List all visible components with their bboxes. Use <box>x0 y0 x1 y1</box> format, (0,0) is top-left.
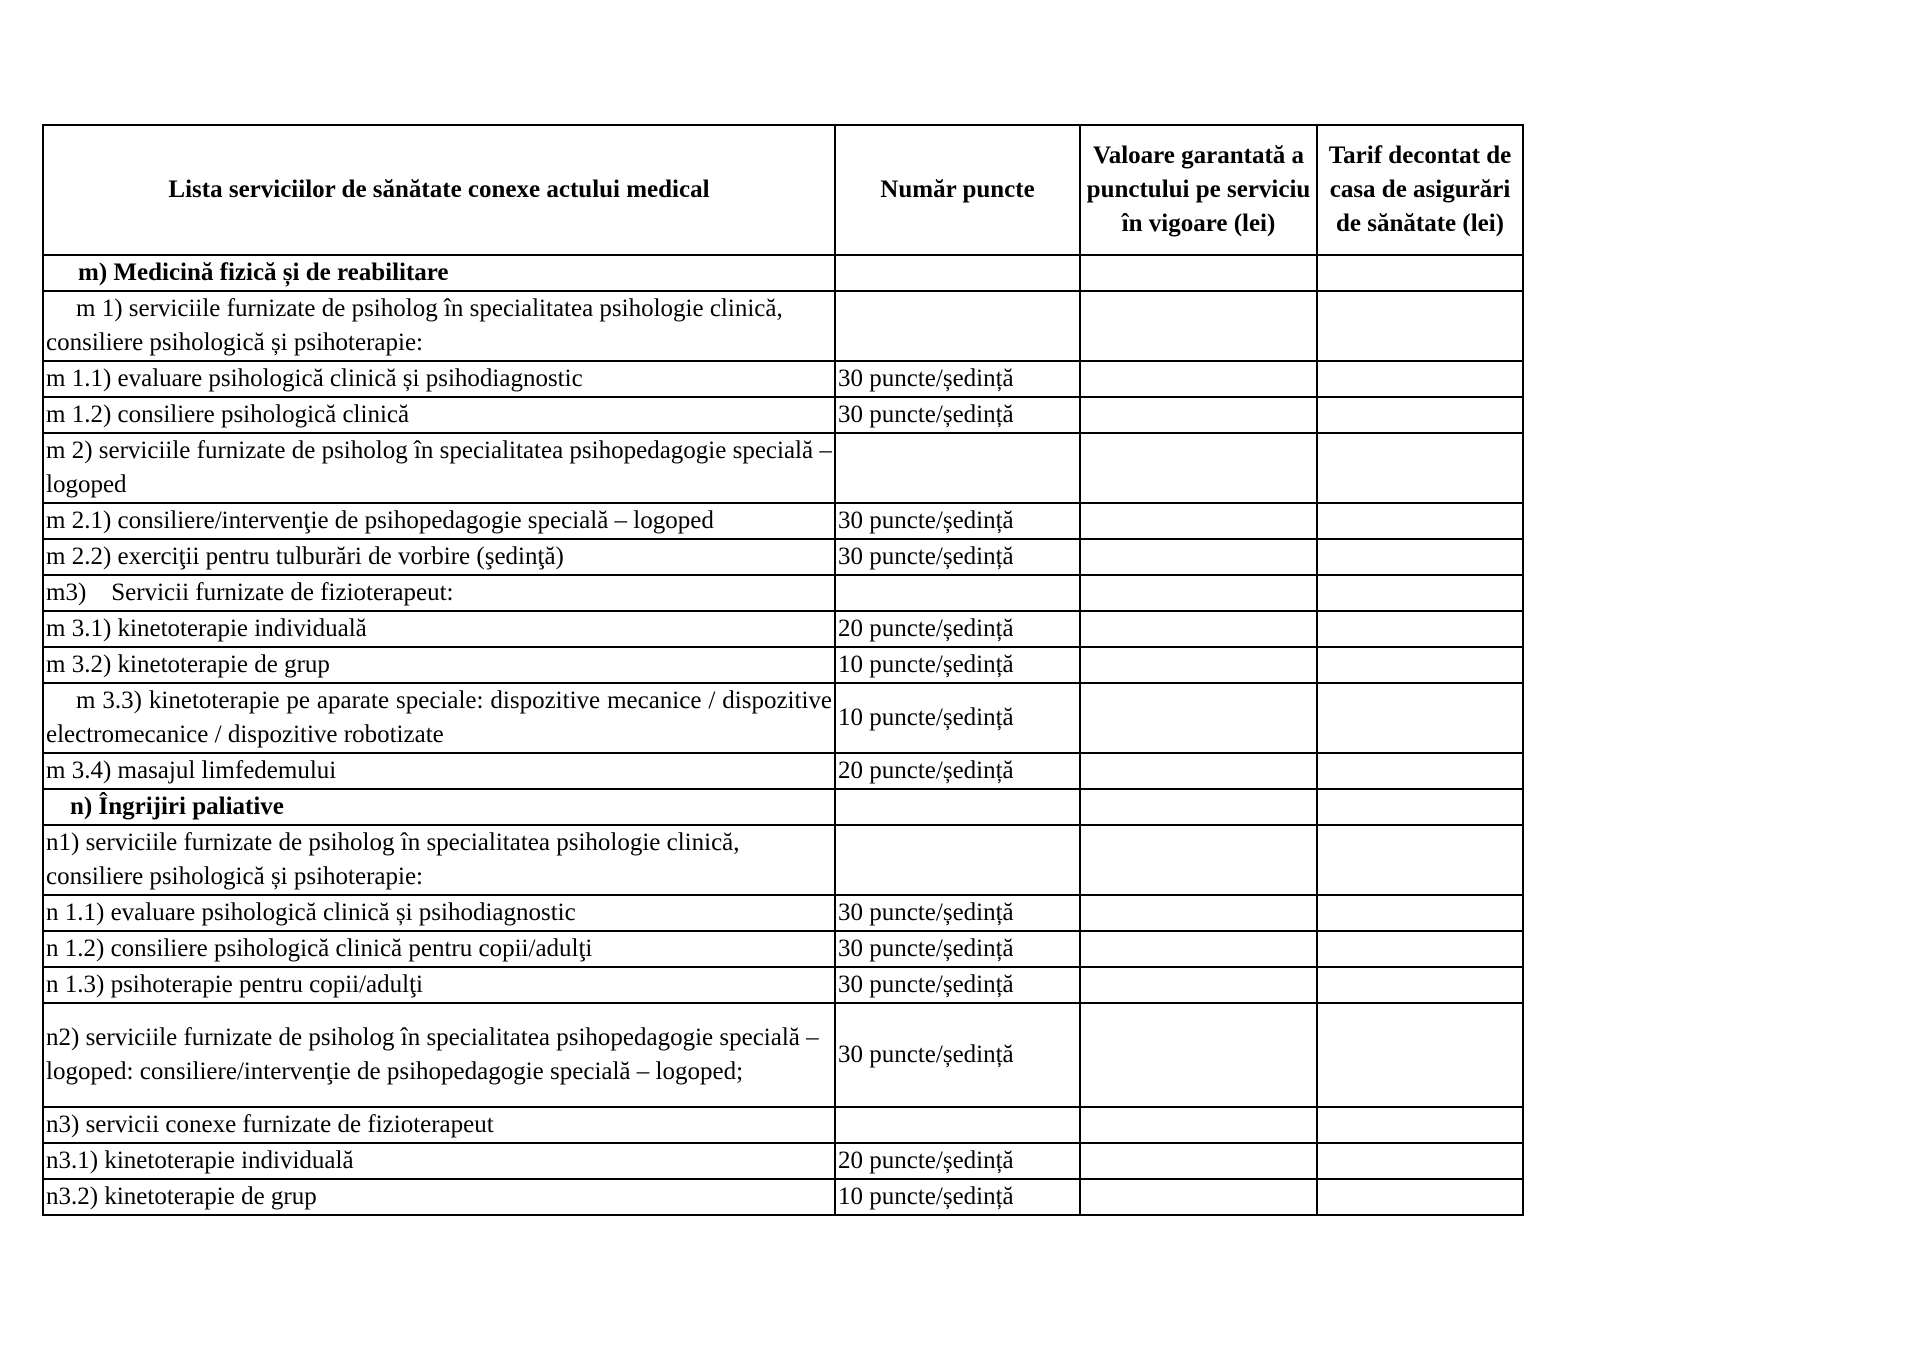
table-row <box>43 291 1523 361</box>
services-table <box>42 124 1524 1216</box>
table-row <box>43 539 1523 575</box>
row-description: m 2.1) consiliere/intervenţie de psihopedagogie specială – logoped <box>43 503 835 539</box>
row-points: 20 puncte/ședință <box>835 753 1080 789</box>
row-tariff <box>1317 1143 1523 1179</box>
row-tariff <box>1317 753 1523 789</box>
row-tariff <box>1317 825 1523 895</box>
table-header-row <box>43 125 1523 255</box>
row-description: n2) serviciile furnizate de psiholog în specialitatea psihopedagogie specială – logoped: consiliere/intervenţie de psihopedagogie specială – logoped; <box>43 1003 835 1107</box>
row-point-value <box>1080 611 1317 647</box>
row-points: 30 puncte/ședință <box>835 895 1080 931</box>
table-row <box>43 1003 1523 1107</box>
row-point-value <box>1080 1107 1317 1143</box>
row-points <box>835 575 1080 611</box>
row-tariff <box>1317 683 1523 753</box>
row-tariff <box>1317 291 1523 361</box>
row-points: 20 puncte/ședință <box>835 1143 1080 1179</box>
row-description: m 3.4) masajul limfedemului <box>43 753 835 789</box>
row-tariff <box>1317 539 1523 575</box>
header-services-list: Lista serviciilor de sănătate conexe actului medical <box>43 125 835 255</box>
header-point-value: Valoare garantată a punctului pe serviciu în vigoare (lei) <box>1080 125 1317 255</box>
row-points: 30 puncte/ședință <box>835 1003 1080 1107</box>
row-point-value <box>1080 967 1317 1003</box>
row-tariff <box>1317 575 1523 611</box>
row-point-value <box>1080 539 1317 575</box>
row-description: m) Medicină fizică și de reabilitare <box>43 255 835 291</box>
table-row <box>43 895 1523 931</box>
row-point-value <box>1080 433 1317 503</box>
row-points: 30 puncte/ședință <box>835 539 1080 575</box>
row-description: n 1.3) psihoterapie pentru copii/adulţi <box>43 967 835 1003</box>
row-description: m 3.3) kinetoterapie pe aparate speciale: dispozitive mecanice / dispozitive electromecanice / dispozitive robotizate <box>43 683 835 753</box>
row-description: m 1.1) evaluare psihologică clinică și psihodiagnostic <box>43 361 835 397</box>
row-points: 10 puncte/ședință <box>835 683 1080 753</box>
row-points: 30 puncte/ședință <box>835 397 1080 433</box>
row-point-value <box>1080 361 1317 397</box>
row-description: m 2) serviciile furnizate de psiholog în specialitatea psihopedagogie specială – logoped <box>43 433 835 503</box>
table-row <box>43 647 1523 683</box>
row-point-value <box>1080 503 1317 539</box>
table-row <box>43 1143 1523 1179</box>
table-row <box>43 931 1523 967</box>
row-point-value <box>1080 291 1317 361</box>
row-points <box>835 433 1080 503</box>
row-tariff <box>1317 895 1523 931</box>
row-description: n 1.2) consiliere psihologică clinică pentru copii/adulţi <box>43 931 835 967</box>
table-row <box>43 611 1523 647</box>
row-tariff <box>1317 1179 1523 1215</box>
row-description: m 1) serviciile furnizate de psiholog în specialitatea psihologie clinică, consiliere psihologică și psihoterapie: <box>43 291 835 361</box>
table-row <box>43 967 1523 1003</box>
row-point-value <box>1080 647 1317 683</box>
table-row <box>43 753 1523 789</box>
row-tariff <box>1317 1107 1523 1143</box>
row-point-value <box>1080 789 1317 825</box>
row-tariff <box>1317 255 1523 291</box>
row-description: m 3.2) kinetoterapie de grup <box>43 647 835 683</box>
table-row <box>43 825 1523 895</box>
row-points: 30 puncte/ședință <box>835 361 1080 397</box>
row-description: n 1.1) evaluare psihologică clinică și psihodiagnostic <box>43 895 835 931</box>
row-description: m 2.2) exerciţii pentru tulburări de vorbire (şedinţă) <box>43 539 835 575</box>
table-row <box>43 683 1523 753</box>
row-points <box>835 1107 1080 1143</box>
row-point-value <box>1080 1179 1317 1215</box>
row-tariff <box>1317 647 1523 683</box>
header-tariff: Tarif decontat de casa de asigurări de sănătate (lei) <box>1317 125 1523 255</box>
table-row <box>43 575 1523 611</box>
row-description: n) Îngrijiri paliative <box>43 789 835 825</box>
table-row <box>43 433 1523 503</box>
row-points <box>835 789 1080 825</box>
table-row <box>43 1107 1523 1143</box>
row-points <box>835 825 1080 895</box>
row-description: n3.2) kinetoterapie de grup <box>43 1179 835 1215</box>
row-points: 10 puncte/ședință <box>835 647 1080 683</box>
row-points <box>835 255 1080 291</box>
row-tariff <box>1317 931 1523 967</box>
row-tariff <box>1317 397 1523 433</box>
row-description: m 3.1) kinetoterapie individuală <box>43 611 835 647</box>
table-row <box>43 361 1523 397</box>
row-point-value <box>1080 1143 1317 1179</box>
row-point-value <box>1080 825 1317 895</box>
row-point-value <box>1080 895 1317 931</box>
row-points: 30 puncte/ședință <box>835 967 1080 1003</box>
table-row <box>43 789 1523 825</box>
row-description: m3) Servicii furnizate de fizioterapeut: <box>43 575 835 611</box>
row-point-value <box>1080 255 1317 291</box>
row-points <box>835 291 1080 361</box>
table-row <box>43 255 1523 291</box>
table-row <box>43 1179 1523 1215</box>
row-description: n3) servicii conexe furnizate de fizioterapeut <box>43 1107 835 1143</box>
row-point-value <box>1080 575 1317 611</box>
row-points: 10 puncte/ședință <box>835 1179 1080 1215</box>
row-point-value <box>1080 683 1317 753</box>
row-description: n3.1) kinetoterapie individuală <box>43 1143 835 1179</box>
row-point-value <box>1080 397 1317 433</box>
table-row <box>43 503 1523 539</box>
row-tariff <box>1317 361 1523 397</box>
row-tariff <box>1317 1003 1523 1107</box>
row-tariff <box>1317 503 1523 539</box>
row-points: 20 puncte/ședință <box>835 611 1080 647</box>
row-point-value <box>1080 1003 1317 1107</box>
row-point-value <box>1080 753 1317 789</box>
table-row <box>43 397 1523 433</box>
row-description: m 1.2) consiliere psihologică clinică <box>43 397 835 433</box>
row-point-value <box>1080 931 1317 967</box>
row-tariff <box>1317 967 1523 1003</box>
header-points: Număr puncte <box>835 125 1080 255</box>
row-tariff <box>1317 433 1523 503</box>
row-points: 30 puncte/ședință <box>835 503 1080 539</box>
row-tariff <box>1317 611 1523 647</box>
row-points: 30 puncte/ședință <box>835 931 1080 967</box>
row-tariff <box>1317 789 1523 825</box>
row-description: n1) serviciile furnizate de psiholog în specialitatea psihologie clinică, consiliere psihologică și psihoterapie: <box>43 825 835 895</box>
